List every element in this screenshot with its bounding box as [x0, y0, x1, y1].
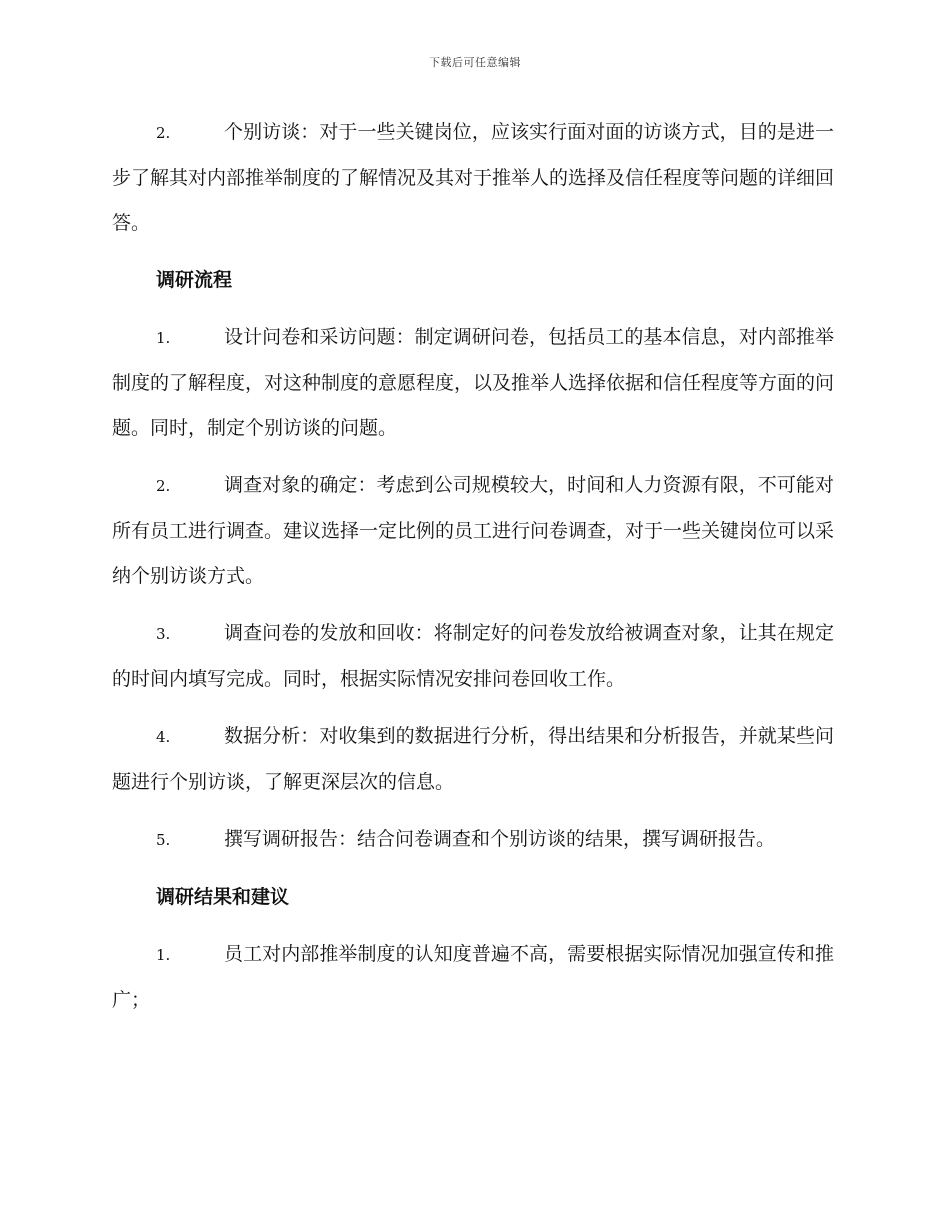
item-number: 2. [156, 477, 171, 495]
list-item [112, 714, 834, 805]
item-number: 5. [156, 831, 171, 849]
section-heading-results: 调研结果和建议 [156, 886, 290, 908]
item-text: 调查对象的确定：考虑到公司规模较大，时间和人力资源有限，不可能对所有员工进行调查。建议选择一定比例的员工进行问卷调查，对于一些关键岗位可以采纳个别访谈方式。 [112, 474, 835, 587]
section-heading-process: 调研流程 [156, 269, 233, 291]
item-text: 撰写调研报告：结合问卷调查和个别访谈的结果，撰写调研报告。 [224, 828, 776, 850]
item-number: 1. [156, 946, 171, 964]
list-item [112, 463, 834, 599]
list-item [112, 110, 834, 246]
item-number: 2. [156, 124, 171, 142]
list-item [112, 315, 834, 451]
item-number: 3. [156, 625, 171, 643]
item-text: 设计问卷和采访问题：制定调研问卷，包括员工的基本信息，对内部推举制度的了解程度，对这种制度的意愿程度，以及推举人选择依据和信任程度等方面的问题。同时，制定个别访谈的问题。 [112, 326, 835, 439]
item-number: 1. [156, 329, 171, 347]
item-text: 数据分析：对收集到的数据进行分析，得出结果和分析报告，并就某些问题进行个别访谈，了解更深层次的信息。 [112, 725, 834, 793]
list-item [112, 932, 834, 1023]
list-item [112, 817, 834, 863]
document-body [112, 110, 834, 1035]
list-item [112, 611, 834, 702]
item-text: 个别访谈：对于一些关键岗位，应该实行面对面的访谈方式，目的是进一步了解其对内部推举制度的了解情况及其对于推举人的选择及信任程度等问题的详细回答。 [112, 121, 835, 234]
item-text: 员工对内部推举制度的认知度普遍不高，需要根据实际情况加强宣传和推广； [112, 943, 834, 1011]
item-text: 调查问卷的发放和回收：将制定好的问卷发放给被调查对象，让其在规定的时间内填写完成。同时，根据实际情况安排问卷回收工作。 [112, 622, 834, 690]
item-number: 4. [156, 728, 171, 746]
header-note: 下载后可任意编辑 [429, 56, 521, 69]
